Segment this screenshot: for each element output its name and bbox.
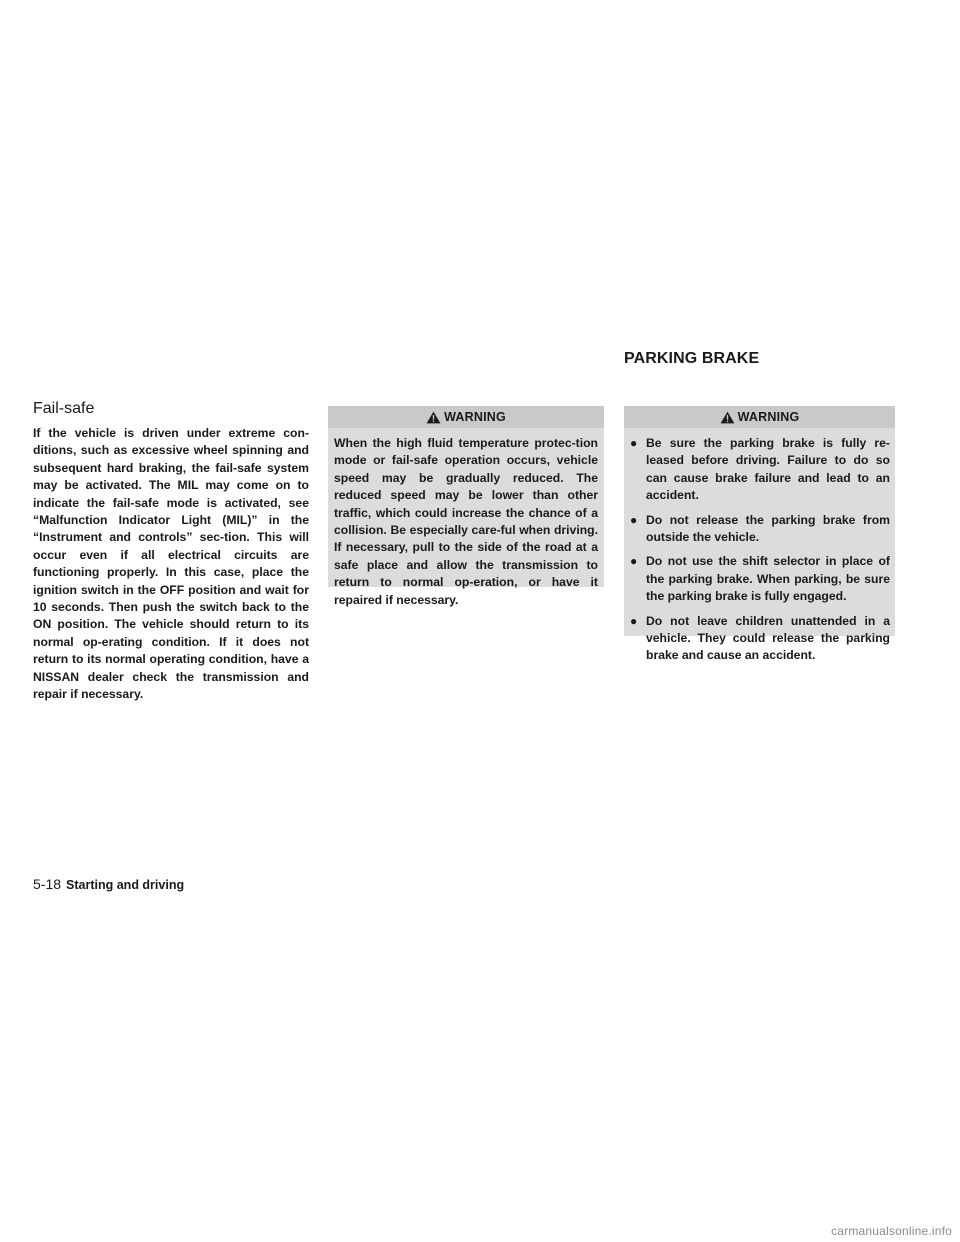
list-item (630, 553, 890, 605)
chapter-title: Starting and driving (66, 878, 185, 892)
warning-body: When the high fluid temperature protec-tion mode or fail-safe operation occurs, vehicle speed may be gradually reduced. The reduced speed may be lower than other traffic, which could increase the chance of a collision. Be especially care-ful when driving. If necessary, pull to the side of the road at a safe place and allow the transmission to return to normal op-eration, or have it repaired if necessary. (334, 436, 598, 607)
watermark-link[interactable]: carmanualsonline.info (831, 1224, 952, 1238)
bullet-icon: ● (630, 554, 638, 569)
warning-box-parking-brake (624, 406, 895, 663)
bullet-icon: ● (630, 613, 638, 628)
list-item-text: Do not use the shift selector in place of the parking brake. When parking, be sure the parking brake is fully engaged. (646, 554, 890, 604)
warning-title: WARNING (444, 410, 506, 424)
list-item (630, 435, 890, 505)
page-number: 5-18 (33, 876, 62, 892)
list-item (630, 613, 890, 665)
warning-list (624, 428, 895, 665)
warning-title: WARNING (737, 410, 800, 424)
list-item-text: Do not leave children unattended in a vehicle. They could release the parking brake and cause an accident. (646, 613, 890, 663)
list-item-text: Be sure the parking brake is fully re-leased before driving. Failure to do so can cause brake failure and lead to an accident. (646, 436, 890, 503)
list-item (630, 512, 890, 547)
warning-box-transmission (328, 406, 604, 607)
list-item-text: Do not release the parking brake from outside the vehicle. (646, 512, 890, 545)
bullet-icon: ● (630, 436, 638, 450)
failsafe-heading: Fail-safe (33, 400, 95, 417)
bullet-icon: ● (630, 512, 638, 527)
failsafe-body: If the vehicle is driven under extreme con-ditions, such as excessive wheel spinning and subsequent hard braking, the fail-safe system may be activated. The MIL may come on to indicate the fail-safe mode is activated, see “Malfunction Indicator Light (MIL)” in the “Instrument and controls” sec-tion. This will occur even if all electrical circuits are functioning properly. In this case, place the ignition switch in the OFF position and wait for 10 seconds. Then push the switch back to the ON position. The vehicle should return to its normal op-erating condition. If it does not return to its normal operating condition, have a NISSAN dealer check the transmission and repair if necessary. (33, 426, 309, 702)
section-heading: PARKING BRAKE (624, 350, 760, 367)
warning-header (624, 406, 895, 428)
warning-header (328, 406, 604, 428)
warning-triangle-icon (426, 411, 441, 424)
failsafe-section (33, 400, 309, 704)
page-footer (33, 876, 184, 892)
warning-triangle-icon (720, 411, 735, 424)
